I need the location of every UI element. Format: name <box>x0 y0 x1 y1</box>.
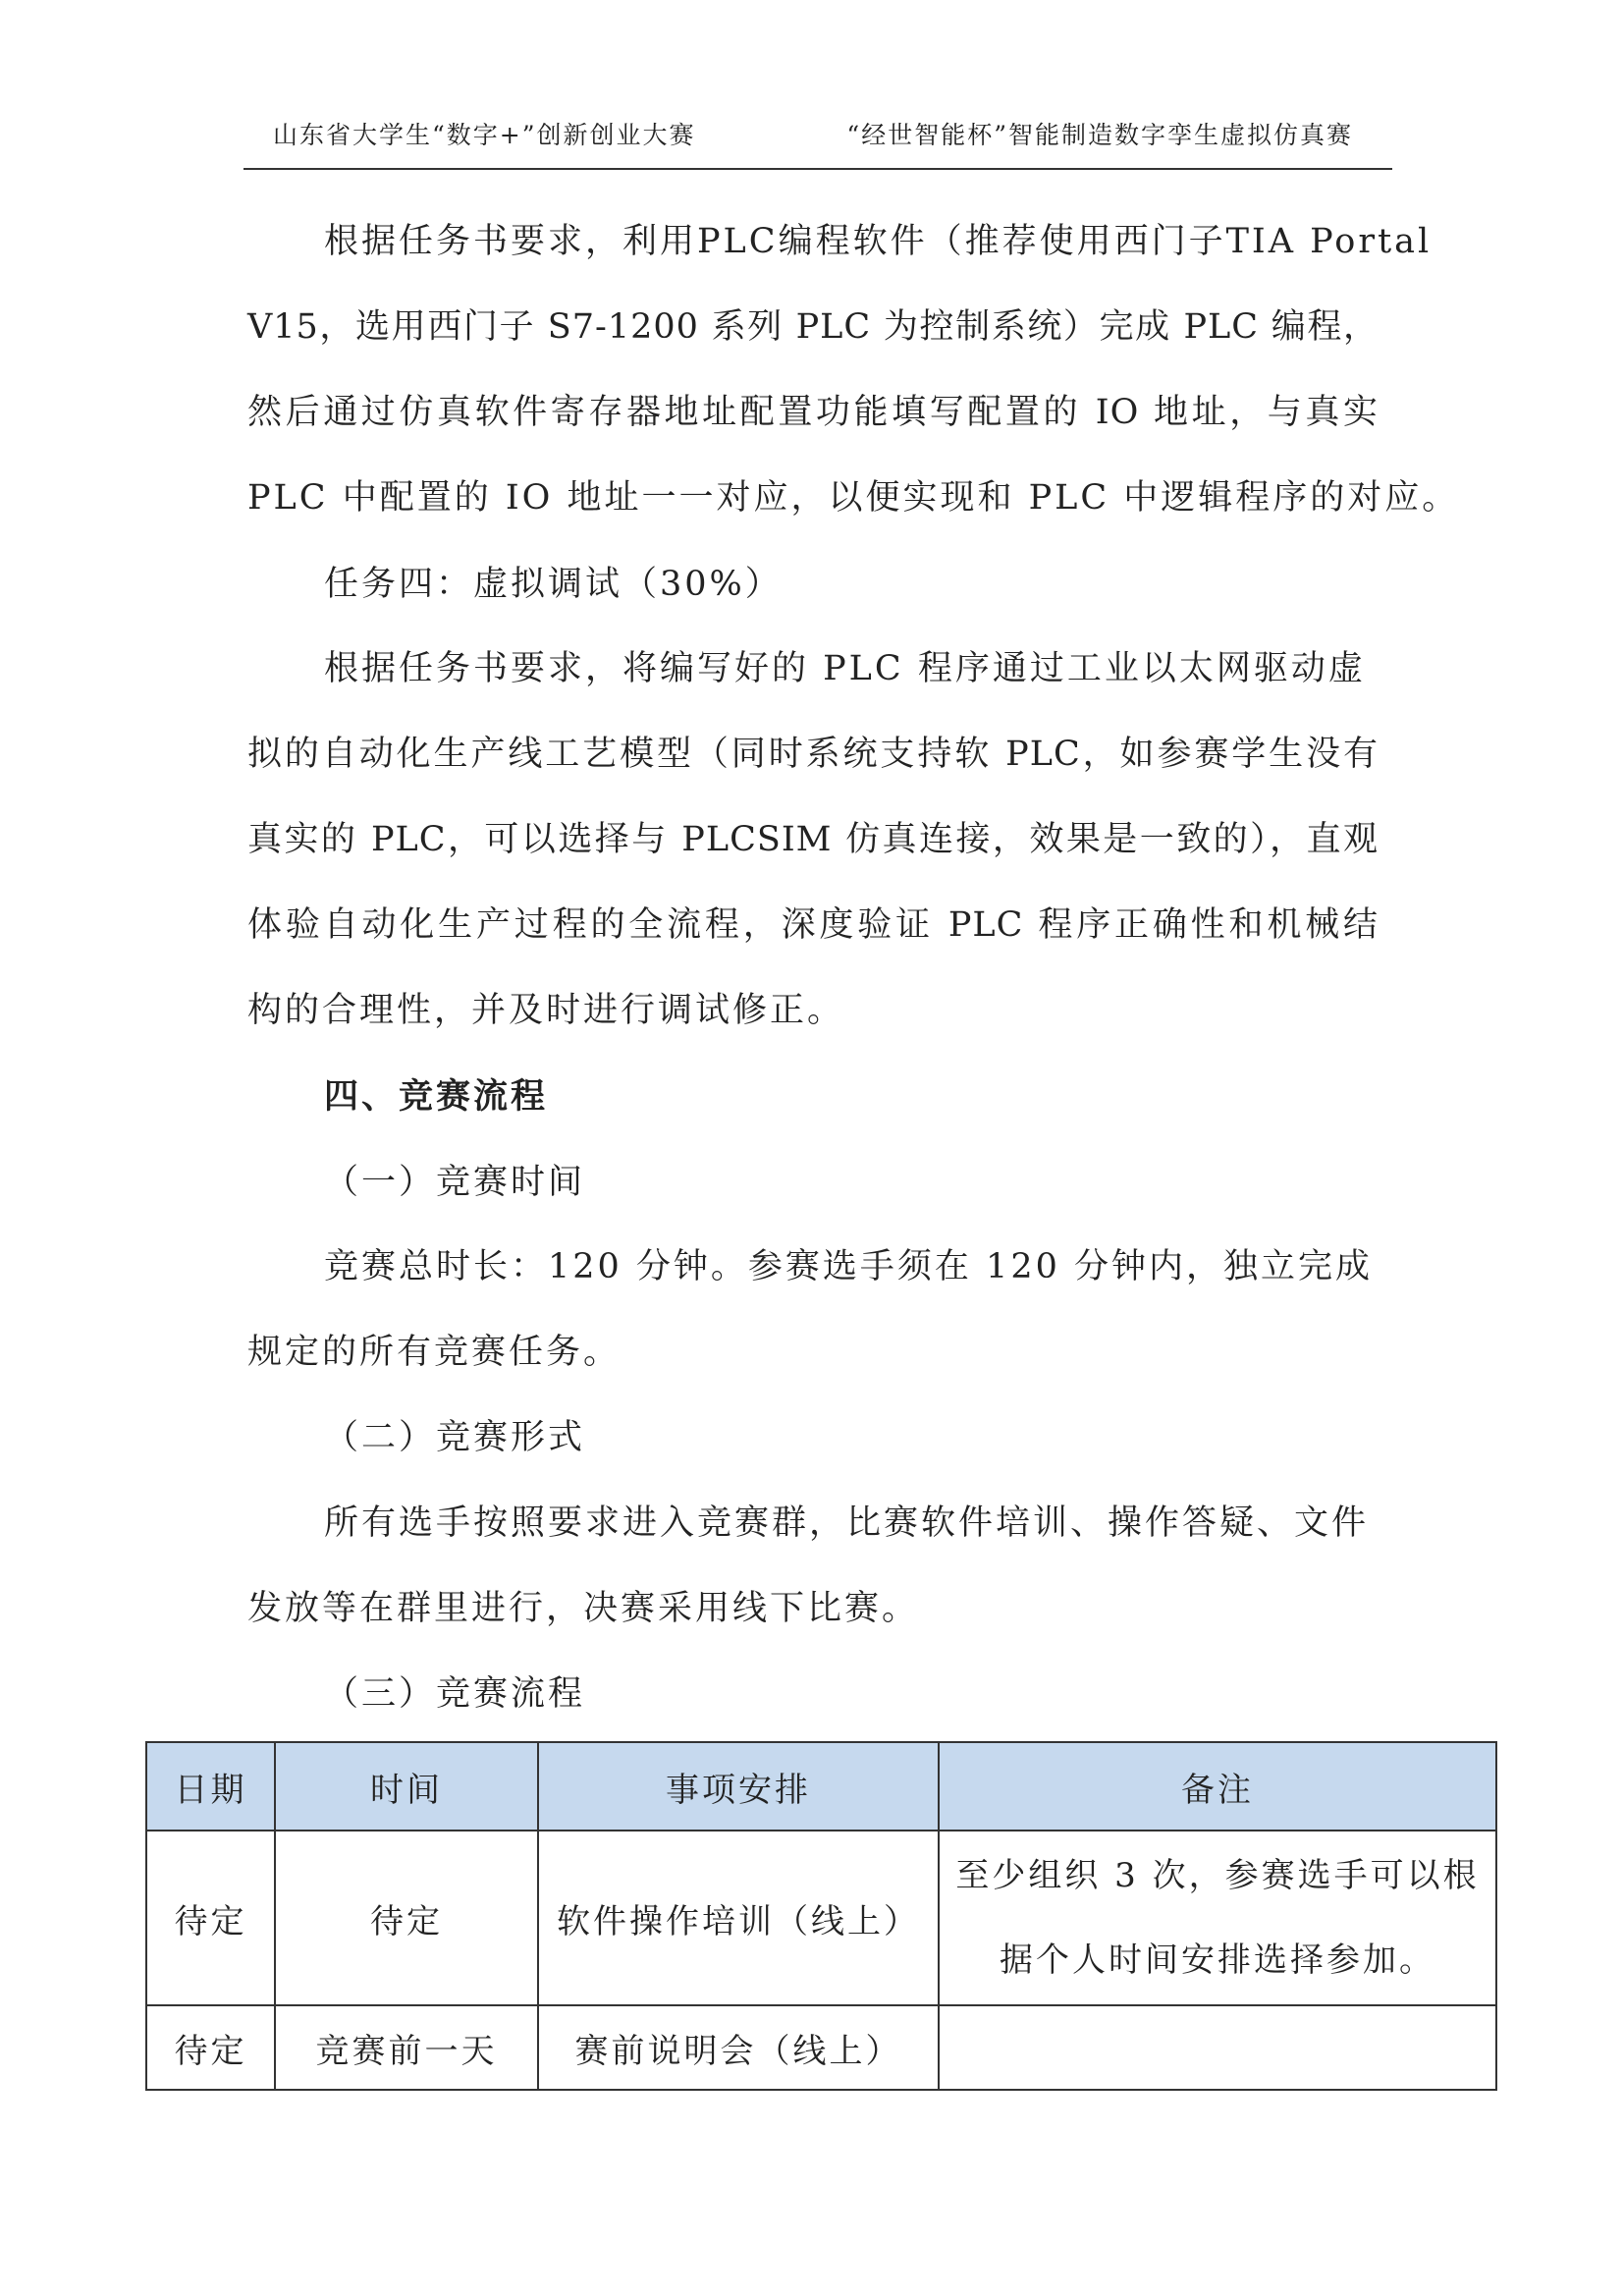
header-date: 日期 <box>146 1742 275 1831</box>
para2-line: 根据任务书要求，将编写好的 PLC 程序通过工业以太网驱动虚 <box>324 649 1366 688</box>
subsection-heading: （二）竞赛形式 <box>324 1418 586 1457</box>
header-left: 山东省大学生“数字+”创新创业大赛 <box>273 121 696 149</box>
para2-line: 拟的自动化生产线工艺模型（同时系统支持软 PLC，如参赛学生没有 <box>247 735 1379 774</box>
subsection-heading: （一）竞赛时间 <box>324 1163 586 1202</box>
para4-line: 发放等在群里进行，决赛采用线下比赛。 <box>247 1589 920 1628</box>
para2-line: 真实的 PLC，可以选择与 PLCSIM 仿真连接，效果是一致的），直观 <box>247 820 1379 859</box>
cell-remark <box>939 2005 1496 2090</box>
para2-line: 体验自动化生产过程的全流程，深度验证 PLC 程序正确性和机械结 <box>247 905 1379 945</box>
cell-remark <box>939 1831 1496 2005</box>
cell-item: 软件操作培训（线上） <box>538 1831 939 2005</box>
para1-line: V15，选用西门子 S7-1200 系列 PLC 为控制系统）完成 PLC 编程， <box>247 307 1379 347</box>
page-header <box>243 103 1392 170</box>
header-right: “经世智能杯”智能制造数字孪生虚拟仿真赛 <box>846 121 1353 149</box>
table-row <box>146 2005 1496 2090</box>
subsection-heading: （三）竞赛流程 <box>324 1674 586 1714</box>
para4-line: 所有选手按照要求进入竞赛群，比赛软件培训、操作答疑、文件 <box>324 1503 1370 1543</box>
para2-line: 构的合理性，并及时进行调试修正。 <box>247 991 845 1030</box>
para1-line: 根据任务书要求，利用PLC编程软件（推荐使用西门子TIA Portal <box>324 222 1433 261</box>
schedule-table <box>145 1741 1497 2091</box>
para3-line: 规定的所有竞赛任务。 <box>247 1333 622 1372</box>
cell-date: 待定 <box>146 1831 275 2005</box>
cell-date: 待定 <box>146 2005 275 2090</box>
section-heading: 四、竞赛流程 <box>324 1076 549 1117</box>
task4-heading: 任务四：虚拟调试（30%） <box>324 565 783 604</box>
table-row <box>146 1831 1496 2005</box>
header-remark: 备注 <box>939 1742 1496 1831</box>
table-header-row <box>146 1742 1496 1831</box>
para1-line: PLC 中配置的 IO 地址一一对应，以便实现和 PLC 中逻辑程序的对应。 <box>247 478 1460 518</box>
header-item: 事项安排 <box>538 1742 939 1831</box>
para3-line: 竞赛总时长：120 分钟。参赛选手须在 120 分钟内，独立完成 <box>324 1247 1373 1286</box>
remark-text: 至少组织 3 次，参赛选手可以根据个人时间安排选择参加。 <box>955 1856 1480 1980</box>
cell-item: 赛前说明会（线上） <box>538 2005 939 2090</box>
header-time: 时间 <box>275 1742 538 1831</box>
cell-time: 待定 <box>275 1831 538 2005</box>
cell-time: 竞赛前一天 <box>275 2005 538 2090</box>
para1-line: 然后通过仿真软件寄存器地址配置功能填写配置的 IO 地址，与真实 <box>247 393 1379 432</box>
